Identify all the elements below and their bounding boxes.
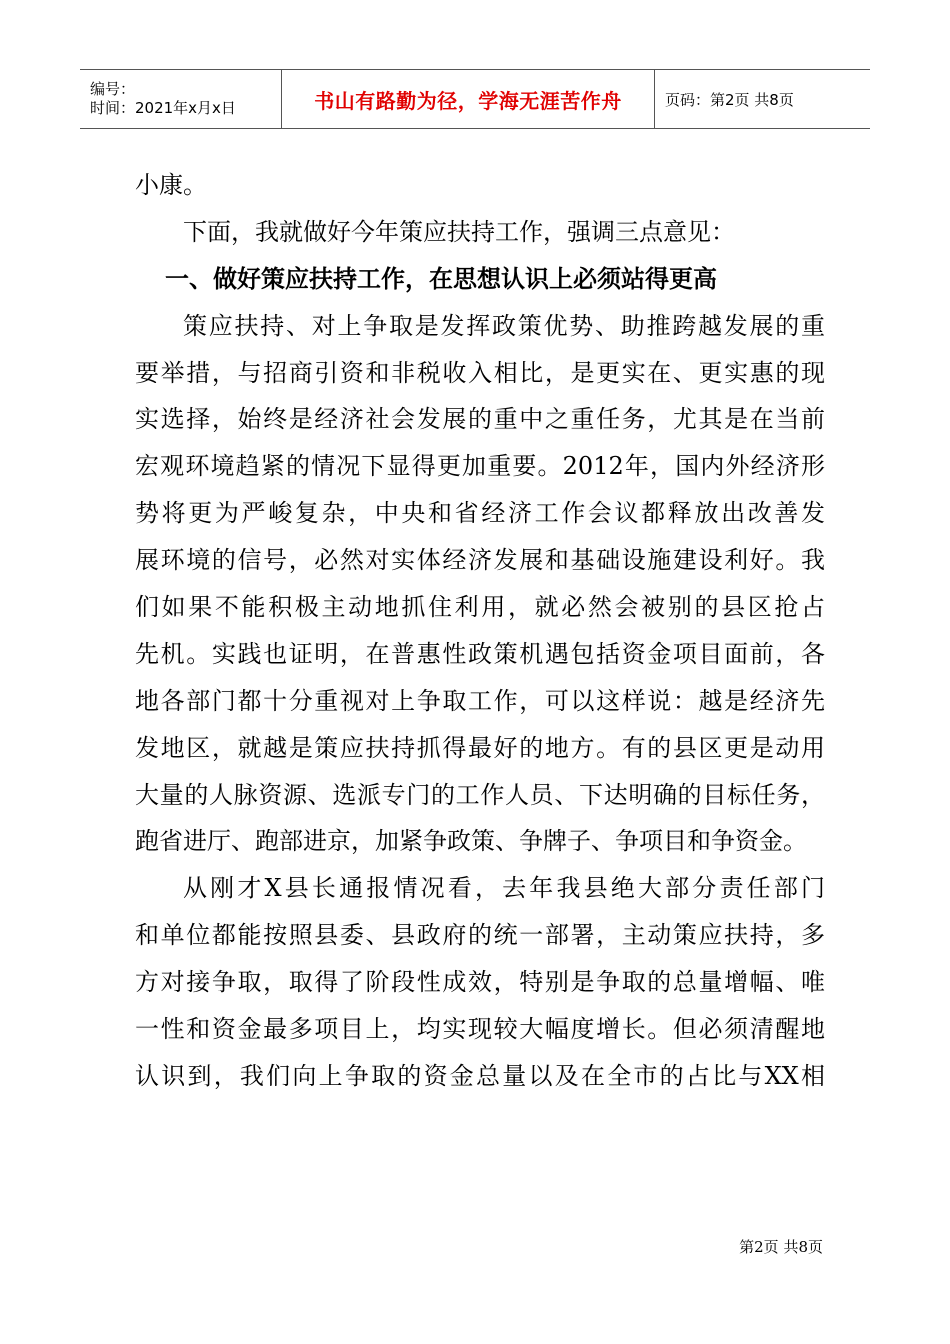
body-line: 势将更为严峻复杂，中央和省经济工作会议都释放出改善发 [135, 499, 825, 528]
body-line: 方对接争取，取得了阶段性成效，特别是争取的总量增幅、唯 [135, 968, 825, 997]
body-line: 和单位都能按照县委、县政府的统一部署，主动策应扶持，多 [135, 921, 825, 950]
document-header [80, 69, 870, 129]
header-page-cell [655, 70, 870, 128]
header-meta-cell [80, 70, 282, 128]
header-page-info: 页码：第2页 共8页 [665, 90, 794, 109]
body-line: 小康。 [135, 171, 207, 199]
body-line: 们如果不能积极主动地抓住利用，就必然会被别的县区抢占 [135, 593, 825, 622]
body-line: 下面，我就做好今年策应扶持工作，强调三点意见： [183, 217, 735, 246]
body-line: 跑省进厅、跑部进京，加紧争政策、争牌子、争项目和争资金。 [135, 827, 807, 856]
footer-page-info: 第2页 共8页 [739, 1238, 823, 1256]
header-number-label: 编号： [90, 80, 136, 98]
body-line: 要举措，与招商引资和非税收入相比，是更实在、更实惠的现 [135, 358, 825, 387]
section-heading: 一、做好策应扶持工作，在思想认识上必须站得更高 [165, 264, 717, 293]
document-body [135, 162, 825, 1100]
body-line: 从刚才X县长通报情况看，去年我县绝大部分责任部门 [183, 874, 825, 903]
body-line: 宏观环境趋紧的情况下显得更加重要。2012年，国内外经济形 [135, 452, 825, 481]
body-line: 先机。实践也证明，在普惠性政策机遇包括资金项目面前，各 [135, 639, 825, 668]
header-motto-cell [282, 70, 655, 128]
body-line: 认识到，我们向上争取的资金总量以及在全市的占比与XX相 [135, 1061, 825, 1090]
body-line: 实选择，始终是经济社会发展的重中之重任务，尤其是在当前 [135, 405, 825, 434]
body-line: 策应扶持、对上争取是发挥政策优势、助推跨越发展的重 [183, 311, 825, 340]
body-line: 展环境的信号，必然对实体经济发展和基础设施建设利好。我 [135, 546, 825, 575]
page-footer [0, 1236, 823, 1257]
body-line: 发地区，就越是策应扶持抓得最好的地方。有的县区更是动用 [135, 733, 825, 762]
header-time-label: 时间：2021年x月x日 [90, 99, 236, 117]
body-line: 大量的人脉资源、选派专门的工作人员、下达明确的目标任务， [135, 780, 825, 809]
header-motto: 书山有路勤为径，学海无涯苦作舟 [314, 88, 622, 113]
body-line: 地各部门都十分重视对上争取工作，可以这样说：越是经济先 [135, 686, 825, 715]
body-line: 一性和资金最多项目上，均实现较大幅度增长。但必须清醒地 [135, 1015, 825, 1044]
